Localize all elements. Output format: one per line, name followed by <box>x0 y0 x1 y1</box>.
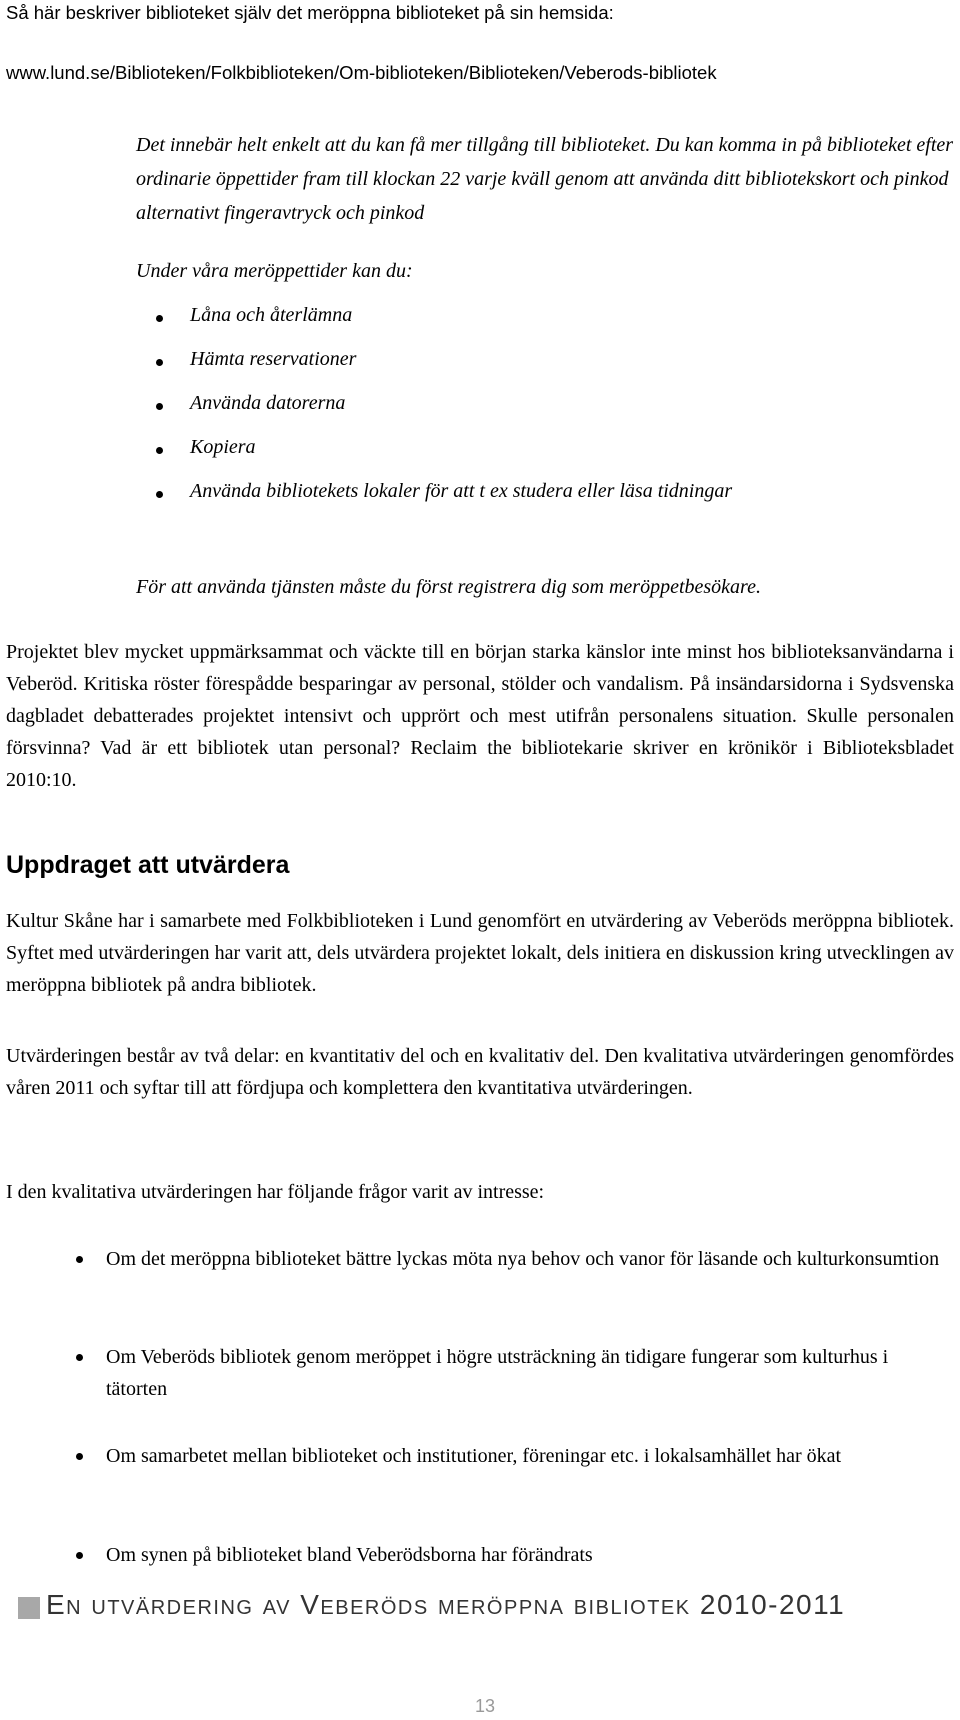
question-text: Om synen på biblioteket bland Veberödsborna har förändrats <box>106 1544 593 1566</box>
paragraph-text: Kultur Skåne har i samarbete med Folkbiblioteken i Lund genomfört en utvärdering av Veberöds meröppna bibliotek. Syftet med utvärderingen har varit att, dels utvärdera projektet lokalt, dels initiera en diskussion kring utvecklingen av meröppna bibliotek på andra bibliotek. <box>6 910 954 996</box>
paragraph-text: Utvärderingen består av två delar: en kvantitativ del och en kvalitativ del. Den kvalitativa utvärderingen genomfördes våren 2011 och syftar till att fördjupa och komplettera den kvantitativa utvärderingen. <box>6 1045 954 1099</box>
bullet-icon <box>76 1354 83 1361</box>
quote-list-item-text: Kopiera <box>190 436 256 458</box>
bullet-icon <box>156 359 163 366</box>
quote-list-item-text: Använda bibliotekets lokaler för att t ex studera eller läsa tidningar <box>190 480 733 502</box>
bullet-icon <box>76 1552 83 1559</box>
paragraph <box>6 905 954 1001</box>
bullet-icon <box>156 447 163 454</box>
bullet-icon <box>156 403 163 410</box>
quote-text: Det innebär helt enkelt att du kan få mer tillgång till biblioteket. Du kan komma in på biblioteket efter ordinarie öppettider fram till klockan 22 varje kväll genom att använda ditt bibliotekskort och pinkod alternativt fingeravtryck och pinkod <box>136 134 954 224</box>
quote-list-item-text: Låna och återlämna <box>190 304 353 326</box>
footer-title: En utvärdering av Veberöds meröppna bibliotek 2010-2011 <box>46 1589 846 1620</box>
paragraph-text: I den kvalitativa utvärderingen har följande frågor varit av intresse: <box>6 1181 545 1203</box>
question-text: Om samarbetet mellan biblioteket och institutioner, föreningar etc. i lokalsamhället har ökat <box>106 1445 842 1467</box>
paragraph <box>6 1040 954 1104</box>
question-text: Om det meröppna biblioteket bättre lyckas möta nya behov och vanor för läsande och kulturkonsumtion <box>106 1248 940 1270</box>
quote-note: För att använda tjänsten måste du först registrera dig som meröppetbesökare. <box>136 576 761 598</box>
footer-square-icon <box>18 1597 40 1619</box>
quote-list-item-text: Hämta reservationer <box>190 348 357 370</box>
page-number: 13 <box>475 1696 496 1716</box>
section-heading: Uppdraget att utvärdera <box>6 851 290 879</box>
library-url[interactable]: www.lund.se/Biblioteken/Folkbiblioteken/Om-biblioteken/Biblioteken/Veberods-bibliotek <box>6 62 717 83</box>
question-text: Om Veberöds bibliotek genom meröppet i högre utsträckning än tidigare fungerar som kulturhus i tätorten <box>106 1346 889 1400</box>
bullet-icon <box>76 1256 83 1263</box>
paragraph-text: Projektet blev mycket uppmärksammat och väckte till en början starka känslor inte minst hos biblioteksanvändarna i Veberöd. Kritiska röster förespådde besparingar av personal, stölder och vandalism. På insändarsidorna i Sydsvenska dagbladet debatterades projektet intensivt och upprört och mest utifrån personalens situation. Skulle personalen försvinna? Vad är ett bibliotek utan personal? Reclaim the bibliotekarie skriver en krönikör i Biblioteksbladet 2010:10. <box>6 641 954 791</box>
quote-subheading: Under våra meröppettider kan du: <box>136 260 413 282</box>
bullet-icon <box>76 1453 83 1460</box>
paragraph <box>6 1176 954 1208</box>
bullet-icon <box>156 315 163 322</box>
quote-paragraph <box>136 128 956 230</box>
bullet-icon <box>156 491 163 498</box>
quote-list-item-text: Använda datorerna <box>190 392 346 414</box>
paragraph <box>6 636 954 796</box>
intro-text: Så här beskriver biblioteket själv det meröppna biblioteket på sin hemsida: <box>6 2 614 23</box>
